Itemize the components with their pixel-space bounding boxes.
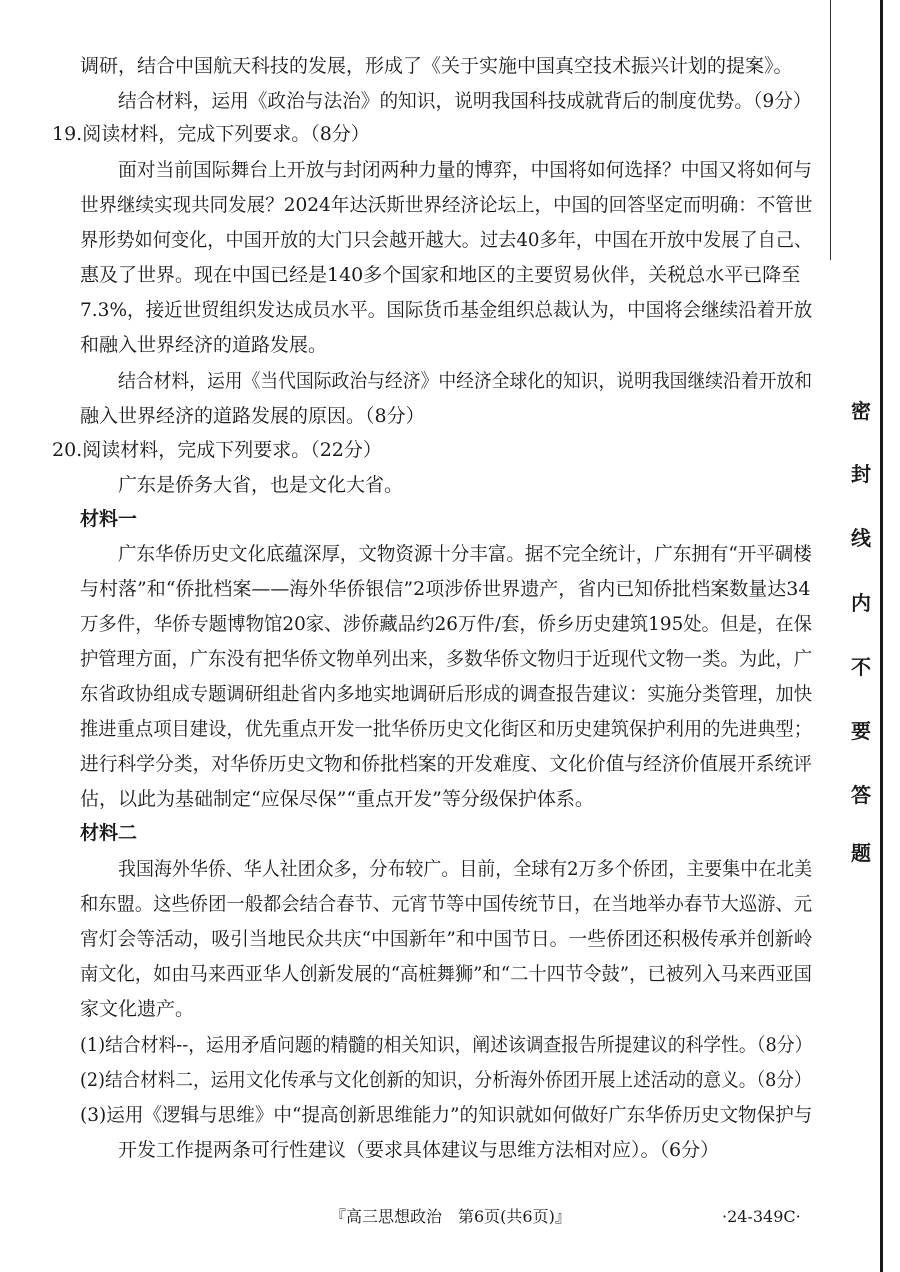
text-line: 20.阅读材料，完成下列要求。（22分） (52, 439, 382, 461)
text-line: 估，以此为基础制定“应保尽保”“重点开发”等分级保护体系。 (80, 788, 594, 810)
seal-char: 密 (851, 399, 871, 423)
text-line: 面对当前国际舞台上开放与封闭两种力量的博弈，中国将如何选择？中国又将如何与 (118, 159, 813, 181)
text-line: 南文化，如由马来西亚华人创新发展的“高桩舞狮”和“二十四节令鼓”，已被列入马来西亚国 (80, 963, 812, 985)
text-line: 东省政协组成专题调研组赴省内多地实地调研后形成的调查报告建议：实施分类管理，加快 (80, 683, 813, 705)
text-line: 和融入世界经济的道路发展。 (80, 334, 328, 356)
text-line: 调研，结合中国航天科技的发展，形成了《关于实施中国真空技术振兴计划的提案》。 (80, 55, 793, 77)
seal-char: 内 (851, 591, 871, 615)
text-line: 7.3%，接近世贸组织发达成员水平。国际货币基金组织总裁认为，中国将会继续沿着开放 (80, 299, 813, 321)
text-line: 万多件，华侨专题博物馆20家、涉侨藏品约26万件/套，侨乡历史建筑195处。但是，在保 (80, 613, 813, 635)
text-line: 结合材料，运用《当代国际政治与经济》中经济全球化的知识，说明我国继续沿着开放和 (118, 370, 813, 392)
text-line: 界形势如何变化，中国开放的大门只会越开越大。过去40多年，中国在开放中发展了自己、 (80, 229, 813, 251)
text-line: 家文化遗产。 (80, 998, 195, 1020)
binding-rule (880, 0, 883, 1272)
text-line: 广东是侨务大省，也是文化大省。 (118, 474, 404, 496)
text-line: 19.阅读材料，完成下列要求。（8分） (52, 123, 370, 145)
text-line: 开发工作提两条可行性建议（要求具体建议与思维方法相对应）。（6分） (118, 1139, 720, 1161)
footer-paper-code: ·24-349C· (722, 1207, 801, 1226)
text-line: 宵灯会等活动，吸引当地民众共庆“中国新年”和中国节日。一些侨团还积极传承并创新岭 (80, 928, 813, 950)
text-line: 融入世界经济的道路发展的原因。（8分） (80, 405, 425, 427)
text-line: 推进重点项目建设，优先重点开发一批华侨历史文化街区和历史建筑保护利用的先进典型； (80, 718, 813, 740)
text-line: 进行科学分类，对华侨历史文物和侨批档案的开发难度、文化价值与经济价值展开系统评 (80, 753, 813, 775)
seal-char: 不 (851, 655, 871, 679)
footer-page-label: 『高三思想政治 第6页(共6页)』 (330, 1207, 571, 1226)
text-line: 我国海外华侨、华人社团众多，分布较广。目前，全球有2万多个侨团，主要集中在北美 (118, 858, 813, 880)
text-line: 和东盟。这些侨团一般都会结合春节、元宵节等中国传统节日，在当地举办春节大巡游、元 (80, 893, 813, 915)
material-heading: 材料一 (80, 508, 138, 530)
text-line: 广东华侨历史文化底蕴深厚，文物资源十分丰富。据不完全统计，广东拥有“开平碉楼 (118, 543, 812, 565)
text-line: 护管理方面，广东没有把华侨文物单列出来，多数华侨文物归于近现代文物一类。为此，广 (80, 648, 813, 670)
material-heading: 材料二 (80, 822, 138, 844)
text-line: 世界继续实现共同发展？2024年达沃斯世界经济论坛上，中国的回答坚定而明确：不管世 (80, 194, 813, 216)
seal-char: 答 (851, 783, 871, 807)
seal-char: 题 (851, 841, 871, 865)
text-line: 与村落”和“侨批档案——海外华侨银信”2项涉侨世界遗产，省内已知侨批档案数量达34 (80, 578, 811, 600)
seal-char: 线 (851, 526, 871, 550)
text-line: (1)结合材料--，运用矛盾问题的精髓的相关知识，阐述该调查报告所提建议的科学性。（8分） (80, 1034, 813, 1056)
binding-rule-thin (830, 0, 831, 260)
text-line: 结合材料，运用《政治与法治》的知识，说明我国科技成就背后的制度优势。（9分） (118, 90, 812, 112)
seal-char: 要 (851, 719, 871, 743)
text-line: 惠及了世界。现在中国已经是140多个国家和地区的主要贸易伙伴，关税总水平已降至 (80, 264, 801, 286)
seal-char: 封 (851, 462, 871, 486)
text-line: (3)运用《逻辑与思维》中“提高创新思维能力”的知识就如何做好广东华侨历史文物保护与 (80, 1104, 813, 1126)
text-line: (2)结合材料二，运用文化传承与文化创新的知识，分析海外侨团开展上述活动的意义。（8分） (80, 1069, 812, 1091)
